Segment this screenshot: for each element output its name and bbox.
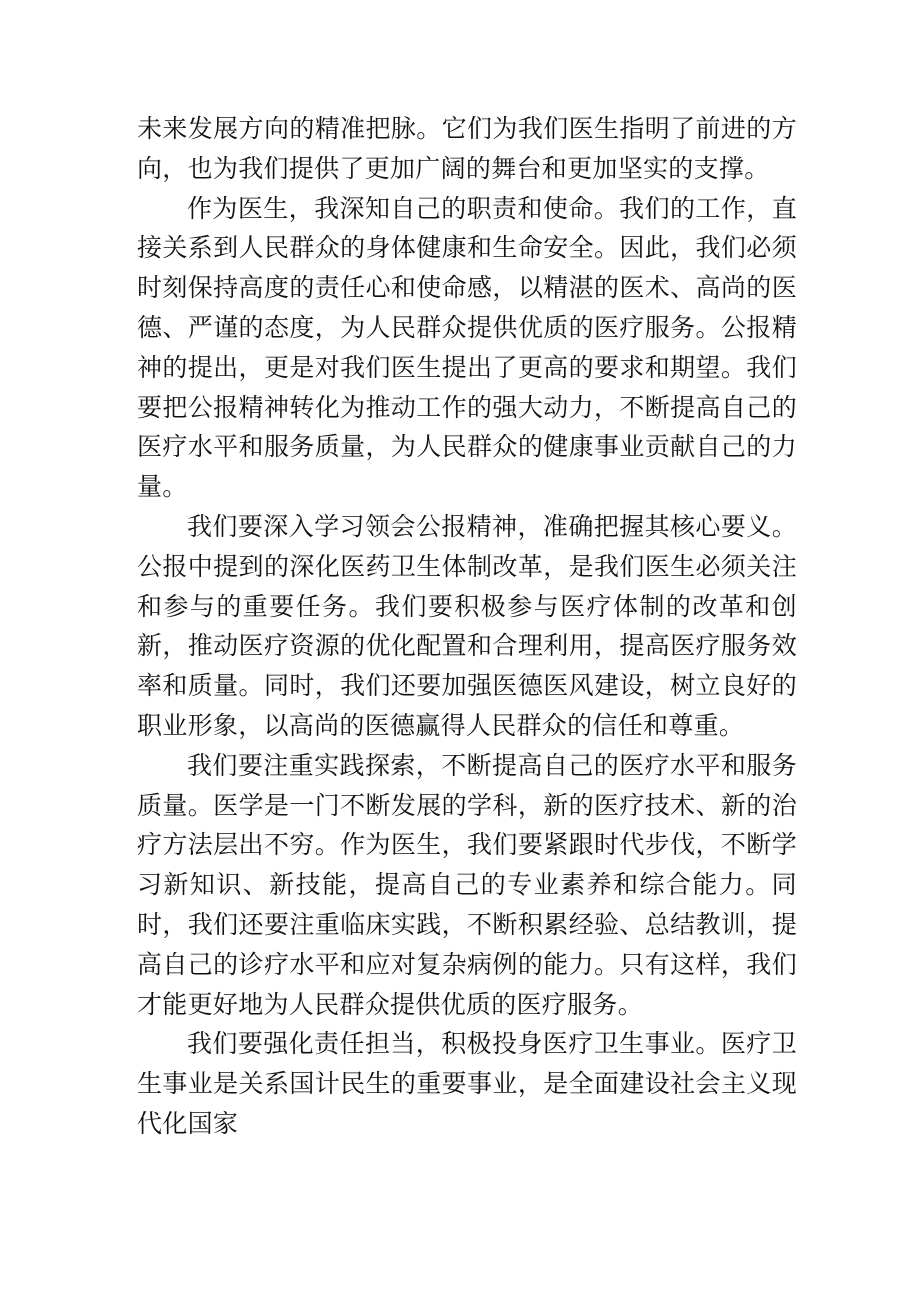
- paragraph-2: 作为医生，我深知自己的职责和使命。我们的工作，直接关系到人民群众的身体健康和生命安全。因此，我们必须时刻保持高度的责任心和使命感，以精湛的医术、高尚的医德、严谨的态度，为人民群众提供优质的医疗服务。公报精神的提出，更是对我们医生提出了更高的要求和期望。我们要把公报精神转化为推动工作的强大动力，不断提高自己的医疗水平和服务质量，为人民群众的健康事业贡献自己的力量。: [137, 193, 797, 502]
- paragraph-3: 我们要深入学习领会公报精神，准确把握其核心要义。公报中提到的深化医药卫生体制改革，是我们医生必须关注和参与的重要任务。我们要积极参与医疗体制的改革和创新，推动医疗资源的优化配置和合理利用，提高医疗服务效率和质量。同时，我们还要加强医德医风建设，树立良好的职业形象，以高尚的医德赢得人民群众的信任和尊重。: [137, 511, 797, 740]
- document-body: [137, 109, 797, 1144]
- paragraph-4: 我们要注重实践探索，不断提高自己的医疗水平和服务质量。医学是一门不断发展的学科，新的医疗技术、新的治疗方法层出不穷。作为医生，我们要紧跟时代步伐，不断学习新知识、新技能，提高自己的专业素养和综合能力。同时，我们还要注重临床实践，不断积累经验、总结教训，提高自己的诊疗水平和应对复杂病例的能力。只有这样，我们才能更好地为人民群众提供优质的医疗服务。: [137, 750, 797, 1019]
- paragraph-1: 未来发展方向的精准把脉。它们为我们医生指明了前进的方向，也为我们提供了更加广阔的舞台和更加坚实的支撑。: [137, 114, 797, 183]
- paragraph-5: 我们要强化责任担当，积极投身医疗卫生事业。医疗卫生事业是关系国计民生的重要事业，是全面建设社会主义现代化国家: [137, 1029, 797, 1138]
